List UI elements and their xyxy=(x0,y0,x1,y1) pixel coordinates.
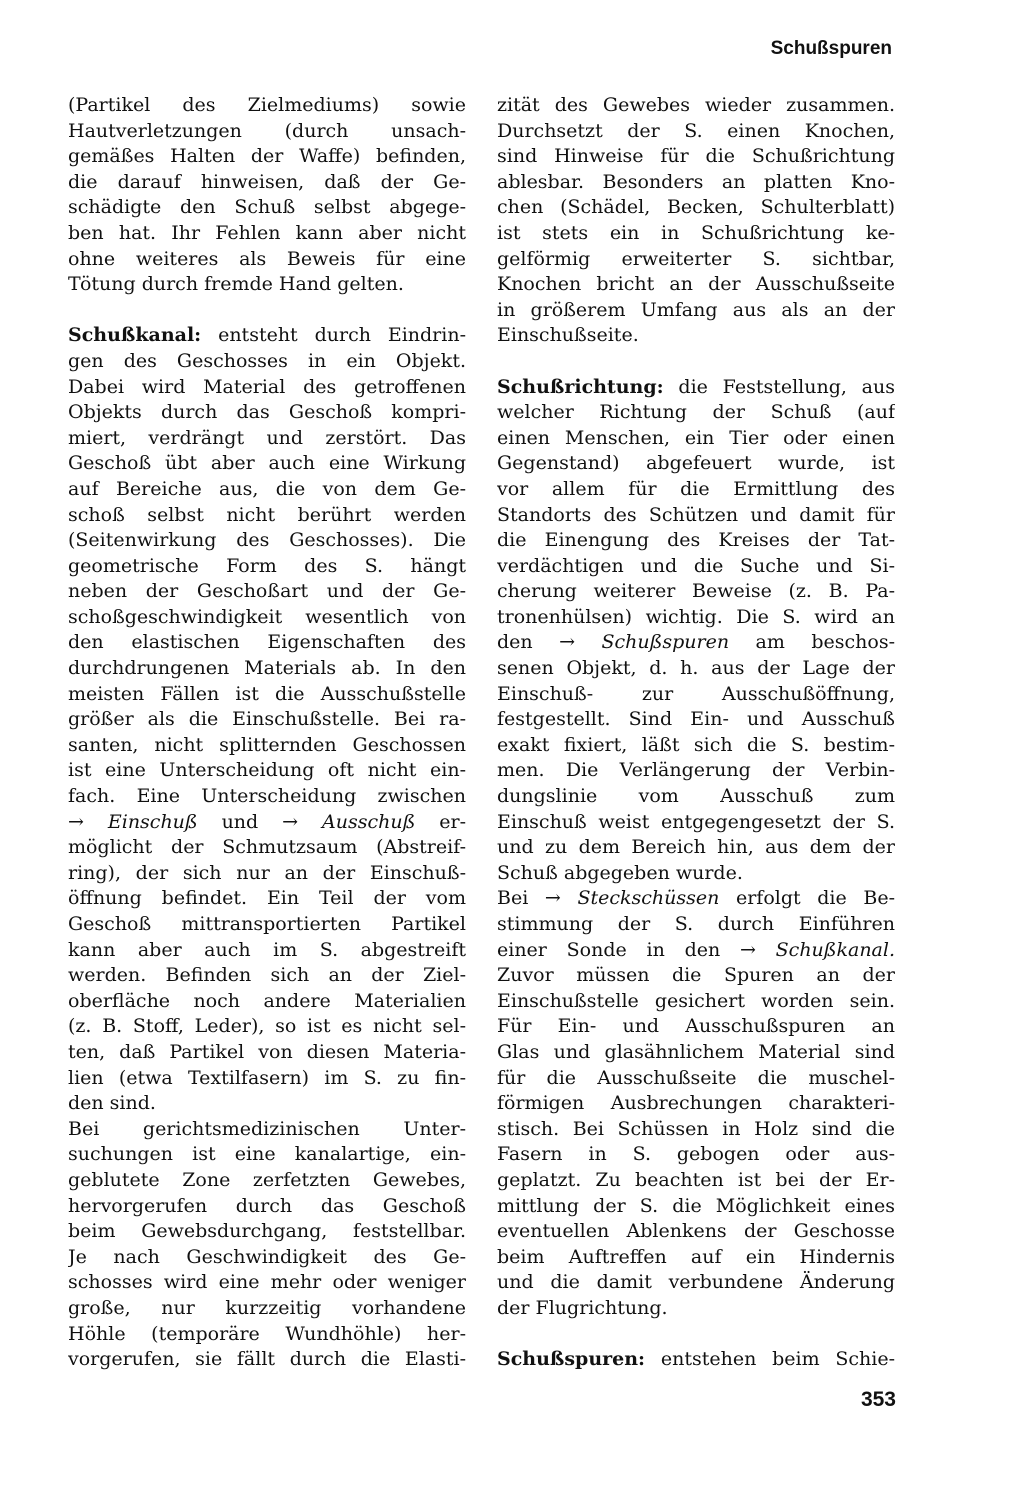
text-line: ohne weiteres als Beweis für eine xyxy=(68,247,466,270)
entry-schussspuren xyxy=(497,1347,895,1373)
text-line: gemäßes Halten der Waffe) befinden, xyxy=(68,145,466,168)
text-line: Objekts durch das Geschoß kompri- xyxy=(68,401,466,424)
text-line: ring), der sich nur an der Einschuß- xyxy=(68,861,466,884)
text-line: ist eine Unterscheidung oft nicht ein- xyxy=(68,759,466,782)
right-column xyxy=(497,93,895,1373)
text-line xyxy=(497,1347,895,1373)
text-line: zität des Gewebes wieder zusammen. xyxy=(497,94,895,116)
text-line: Geschoß übt aber auch eine Wirkung xyxy=(68,452,466,475)
arrow-text: einer Sonde in den → xyxy=(497,938,776,961)
paragraph-gerichtsmedizin xyxy=(68,1117,466,1373)
text-line: öffnung befindet. Ein Teil der vom xyxy=(68,887,466,910)
text-line: Hautverletzungen (durch unsach- xyxy=(68,119,466,142)
text-line: größer als die Einschußstelle. Bei ra- xyxy=(68,708,466,731)
text-line: einen Menschen, ein Tier oder einen xyxy=(497,426,895,449)
text-fragment: erfolgt die Be- xyxy=(719,887,895,910)
text-line: Einschußstelle gesichert worden sein. xyxy=(497,989,895,1012)
text-line: durchdrungenen Materials ab. In den xyxy=(68,657,466,680)
text-line: ben hat. Ihr Fehlen kann aber nicht xyxy=(68,221,466,244)
text-line: geometrische Form des S. hängt xyxy=(68,554,466,577)
arrow-text: und → xyxy=(197,810,323,833)
text-line: fach. Eine Unterscheidung zwischen xyxy=(68,785,466,808)
text-line: Geschoß mittransportierten Partikel xyxy=(68,913,466,935)
text-line: Standorts des Schützen und damit für xyxy=(497,503,895,526)
text-line xyxy=(497,938,895,964)
entry-schussrichtung xyxy=(497,375,895,887)
text-line: Je nach Geschwindigkeit des Ge- xyxy=(68,1245,466,1268)
text-line: stimmung der S. durch Einführen xyxy=(497,913,895,935)
text-line: und zu dem Bereich hin, aus dem der xyxy=(497,836,895,859)
cross-reference-schusskanal[interactable]: Schußkanal. xyxy=(775,938,895,961)
cross-reference-schussspuren[interactable]: Schußspuren xyxy=(601,631,730,654)
arrow-text: → xyxy=(68,810,108,833)
text-line: geblutete Zone zerfetzten Gewebes, xyxy=(68,1168,466,1191)
text-line: Höhle (temporäre Wundhöhle) her- xyxy=(68,1322,466,1345)
text-line: schoß selbst nicht berührt werden xyxy=(68,503,466,526)
text-line: ablesbar. Besonders an platten Kno- xyxy=(497,170,895,193)
text-line: die Einengung des Kreises der Tat- xyxy=(497,529,895,552)
text-line xyxy=(497,630,895,656)
text-line xyxy=(497,375,895,401)
cross-reference-ausschuss[interactable]: Ausschuß xyxy=(322,810,416,833)
text-line: verdächtigen und die Suche und Si- xyxy=(497,554,895,577)
text-line xyxy=(68,810,466,836)
text-line: für die Ausschußseite die muschel- xyxy=(497,1066,895,1089)
text-line: Einschußseite. xyxy=(497,324,639,347)
text-line: senen Objekt, d. h. aus der Lage der xyxy=(497,657,895,680)
text-line: Gegenstand) abgefeuert wurde, ist xyxy=(497,452,895,475)
text-line: tronenhülsen) wichtig. Die S. wird an xyxy=(497,605,895,628)
text-line: vor allem für die Ermittlung des xyxy=(497,477,895,500)
text-line: meisten Fällen ist die Ausschußstelle xyxy=(68,682,466,705)
text-line: (Partikel des Zielmediums) sowie xyxy=(68,94,466,116)
text-line: in größerem Umfang aus als an der xyxy=(497,298,895,321)
running-head: Schußspuren xyxy=(770,38,892,59)
arrow-text: den → xyxy=(497,631,602,654)
text-line: förmigen Ausbrechungen charakteri- xyxy=(497,1092,895,1115)
text-line: festgestellt. Sind Ein- und Ausschuß xyxy=(497,708,895,731)
entry-schusskanal xyxy=(68,323,466,1116)
text-line: neben der Geschoßart und der Ge- xyxy=(68,580,466,603)
paragraph-steckschuesse xyxy=(497,886,895,1321)
text-line: Einschuß weist entgegengesetzt der S. xyxy=(497,810,895,833)
entry-term: Schußkanal: xyxy=(68,324,202,347)
page-number: 353 xyxy=(860,1388,896,1411)
text-line: Dabei wird Material des getroffenen xyxy=(68,375,466,398)
cross-reference-steckschuessen[interactable]: Steckschüssen xyxy=(577,887,720,910)
text-line: Fasern in S. gebogen oder aus- xyxy=(497,1143,895,1166)
text-line: eventuellen Ablenkens der Geschosse xyxy=(497,1220,895,1243)
text-line: men. Die Verlängerung der Verbin- xyxy=(497,759,895,782)
text-line: und die damit verbundene Änderung xyxy=(497,1271,895,1294)
text-line: (z. B. Stoff, Leder), so ist es nicht sel- xyxy=(68,1015,466,1038)
paragraph-partikel xyxy=(68,93,466,298)
text-line: auf Bereiche aus, die von dem Ge- xyxy=(68,477,466,500)
text-line: den elastischen Eigenschaften des xyxy=(68,631,466,654)
text-line: exakt fixiert, läßt sich die S. bestim- xyxy=(497,733,895,756)
text-line: Durchsetzt der S. einen Knochen, xyxy=(497,119,895,142)
text-fragment: er- xyxy=(415,810,466,833)
text-line: beim Gewebsdurchgang, feststellbar. xyxy=(68,1220,466,1243)
text-line: Knochen bricht an der Ausschußseite xyxy=(497,273,895,296)
text-line: geplatzt. Zu beachten ist bei der Er- xyxy=(497,1168,895,1191)
text-line: kann aber auch im S. abgestreift xyxy=(68,938,466,961)
paragraph-elastizitaet xyxy=(497,93,895,349)
text-line: dungslinie vom Ausschuß zum xyxy=(497,785,895,808)
text-line: die darauf hinweisen, daß der Ge- xyxy=(68,170,466,193)
text-line: gelförmig erweiterter S. sichtbar, xyxy=(497,247,895,270)
text-line: sind Hinweise für die Schußrichtung xyxy=(497,145,895,168)
text-line: den sind. xyxy=(68,1092,156,1115)
text-line: chen (Schädel, Becken, Schulterblatt) xyxy=(497,196,895,219)
text-line: Tötung durch fremde Hand gelten. xyxy=(68,273,404,296)
text-line: schoßgeschwindigkeit wesentlich von xyxy=(68,605,466,628)
text-line: ist stets ein in Schußrichtung ke- xyxy=(497,221,895,244)
entry-text: entsteht durch Eindrin- xyxy=(201,324,466,347)
text-line: schädigte den Schuß selbst abgege- xyxy=(68,196,466,219)
entry-text: die Feststellung, aus xyxy=(663,375,895,398)
arrow-text: Bei → xyxy=(497,887,578,910)
text-fragment: am beschos- xyxy=(729,631,895,654)
text-line: Zuvor müssen die Spuren an der xyxy=(497,964,895,987)
text-line: Für Ein- und Ausschußspuren an xyxy=(497,1015,895,1038)
text-line: mittlung der S. die Möglichkeit eines xyxy=(497,1194,895,1217)
entry-text: entstehen beim Schie- xyxy=(645,1348,895,1371)
text-line: gen des Geschosses in ein Objekt. xyxy=(68,349,466,372)
cross-reference-einschuss[interactable]: Einschuß xyxy=(107,810,198,833)
text-line: lien (etwa Textilfasern) im S. zu fin- xyxy=(68,1066,466,1089)
text-line: Einschuß- zur Ausschußöffnung, xyxy=(497,682,895,705)
text-line: große, nur kurzzeitig vorhandene xyxy=(68,1296,466,1319)
text-line: suchungen ist eine kanalartige, ein- xyxy=(68,1143,466,1166)
text-line: Schuß abgegeben wurde. xyxy=(497,861,743,884)
text-line: hervorgerufen durch das Geschoß xyxy=(68,1194,466,1217)
text-line: vorgerufen, sie fällt durch die Elasti- xyxy=(68,1348,466,1371)
text-line: miert, verdrängt und zerstört. Das xyxy=(68,426,466,449)
text-line: der Flugrichtung. xyxy=(497,1296,668,1319)
text-line: ten, daß Partikel von diesen Materia- xyxy=(68,1040,466,1063)
text-line: stisch. Bei Schüssen in Holz sind die xyxy=(497,1117,895,1140)
text-line: Bei gerichtsmedizinischen Unter- xyxy=(68,1117,466,1140)
text-line: schosses wird eine mehr oder weniger xyxy=(68,1271,466,1294)
text-line: santen, nicht splitternden Geschossen xyxy=(68,733,466,756)
text-line: (Seitenwirkung des Geschosses). Die xyxy=(68,529,466,552)
entry-term: Schußspuren: xyxy=(497,1348,646,1371)
text-line: beim Auftreffen auf ein Hindernis xyxy=(497,1245,895,1268)
text-line: welcher Richtung der Schuß (auf xyxy=(497,401,895,424)
entry-term: Schußrichtung: xyxy=(497,375,664,398)
text-line xyxy=(68,323,466,349)
text-line: oberfläche noch andere Materialien xyxy=(68,989,466,1012)
text-line: Glas und glasähnlichem Material sind xyxy=(497,1040,895,1063)
text-line xyxy=(497,886,895,912)
text-line: möglicht der Schmutzsaum (Abstreif- xyxy=(68,836,466,859)
left-column xyxy=(68,93,466,1373)
text-line: werden. Befinden sich an der Ziel- xyxy=(68,964,466,987)
text-line: cherung weiterer Beweise (z. B. Pa- xyxy=(497,580,895,603)
